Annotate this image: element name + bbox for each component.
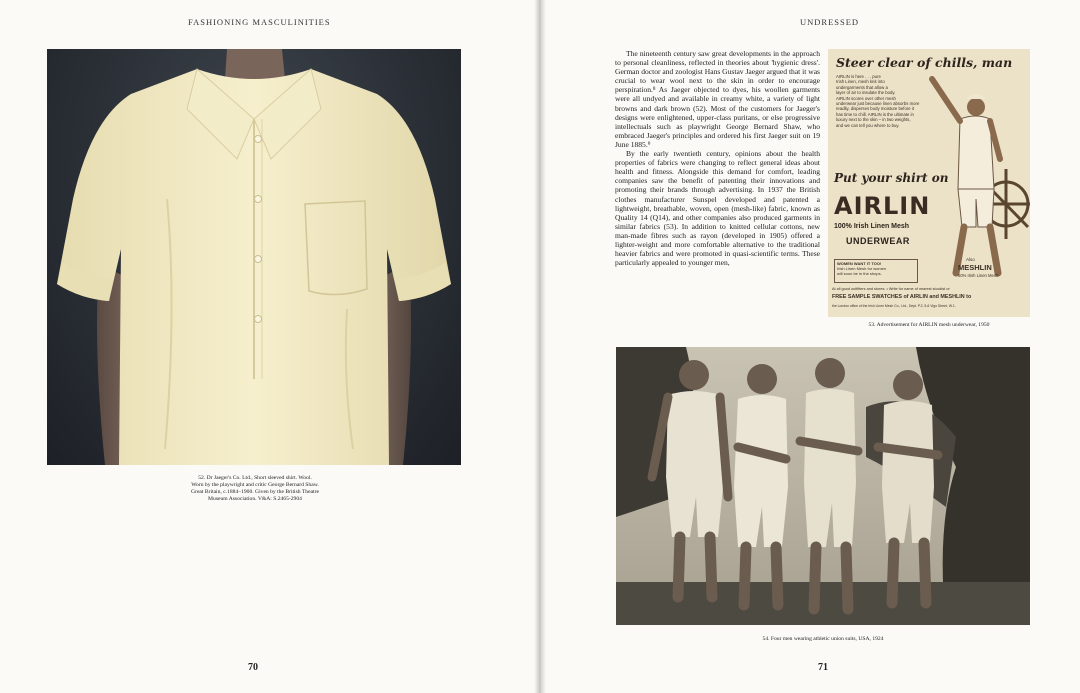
ad-women-line: Irish Linen Mesh for women bbox=[837, 266, 887, 271]
ad-slogan: Put your shirt on bbox=[834, 171, 949, 185]
running-head-left: FASHIONING MASCULINITIES bbox=[188, 17, 331, 27]
four-men-photograph bbox=[616, 347, 1030, 625]
ad-footer-bold: FREE SAMPLE SWATCHES of AIRLIN and MESHLIN to bbox=[832, 294, 972, 300]
paragraph: By the early twentieth century, opinions about the health properties of fabrics were changing to reflect general ideas about health and fitness. Alongside this demand for comfort, leading companies saw the benefit of patenting their innovations and promoting their brands through advertising. In 1937 the British clothes manufacturer Sunspel developed and patented a lightweight, breathable, woven, open (mesh-like) fabric, known as Quality 14 (Q14), and other companies also produced garments in similar fabrics (53). In addition to knitted cellular cottons, new man-made fibres such as rayon (developed in 1905) offered a lighter-weight and more comfortable alternative to the traditional heavier fabrics and were promoted in quasi-scientific terms. These particularly appealed to younger men, bbox=[615, 149, 820, 268]
ad-footer-address: the London office of the Irish Linen Mesh Co., Ltd., Dept. P.2, 5-6 Vigo Street, W.1. bbox=[832, 304, 956, 308]
ad-copy-line: AIRLIN is here . . . pure bbox=[836, 74, 881, 79]
caption-line: Worn by the playwright and critic George Bernard Shaw. bbox=[191, 482, 319, 488]
ad-copy-line: layer of air to insulate the body. bbox=[836, 90, 896, 96]
left-page bbox=[0, 0, 538, 693]
ad-brand: AIRLIN bbox=[834, 192, 931, 220]
four-men-illustration bbox=[616, 347, 1030, 625]
ad-product: UNDERWEAR bbox=[846, 236, 910, 246]
page-number-right: 71 bbox=[818, 662, 828, 673]
ad-women-box bbox=[834, 259, 918, 283]
ad-copy-line: and we can tell you where to buy. bbox=[836, 122, 900, 128]
running-head-right: UNDRESSED bbox=[800, 17, 860, 27]
page-number-left: 70 bbox=[248, 662, 258, 673]
ad-copy-line: readily, disperses body moisture before it bbox=[836, 106, 915, 112]
caption-line: Great Britain, c.1884–1900. Given by the British Theatre bbox=[191, 489, 319, 495]
ad-copy bbox=[836, 74, 956, 128]
caption-line: Museum Association. V&A: S.2465-2904 bbox=[208, 496, 302, 502]
caption-line: 52. Dr Jaeger's Co. Ltd., Short sleeved shirt. Wool. bbox=[198, 475, 312, 481]
ad-copy-line: has time to chill. AIRLIN is the ultimate in bbox=[836, 111, 914, 117]
ad-also: Also bbox=[966, 257, 975, 262]
ad-meshlin-sub: 60% Irish Linen Mesh bbox=[958, 273, 999, 278]
ad-copy-line: luxury next to the skin – in two weights, bbox=[836, 117, 911, 123]
advert-caption: 53. Advertisement for AIRLIN mesh underwear, 1950 bbox=[868, 322, 990, 328]
shirt-photograph bbox=[47, 49, 461, 465]
ad-copy-line: underwear just because linen absorbs more bbox=[836, 101, 920, 107]
ad-women-line: WOMEN WANT IT TOO! bbox=[837, 261, 882, 266]
ad-subline: 100% Irish Linen Mesh bbox=[834, 223, 910, 230]
shirt-illustration bbox=[47, 49, 461, 465]
body-text bbox=[615, 49, 820, 267]
ad-meshlin: MESHLIN bbox=[958, 263, 992, 272]
ad-copy-line: undergarments that allow a bbox=[836, 84, 888, 90]
ad-copy-line: Irish Linen, mesh knit into bbox=[836, 79, 885, 85]
ad-women-line: will soon be in the shops. bbox=[837, 271, 882, 276]
book-gutter bbox=[534, 0, 546, 693]
figure-caption-52 bbox=[160, 475, 350, 503]
paragraph: The nineteenth century saw great developments in the approach to personal cleanliness, reflected in theories about 'hygienic dress'. German doctor and zoologist Hans Gustav Jaeger argued that it was crucial to wear wool next to the skin in order to encourage perspiration.⁸ As Jaeger objected to dyes, his woollen garments were all undyed and available in creamy white, a variety of light browns and dark brown (52). Most of the customers for Jaeger's designs were enlightened, upper-class puritans, or else progressive intellectuals such as playwright George Bernard Shaw, who embraced Jaeger's principles and ordered his first Jaeger suit on 19 June 1885.⁹ bbox=[615, 49, 820, 149]
ad-copy-line: AIRLIN scores over other mesh bbox=[836, 95, 896, 101]
ad-headline: Steer clear of chills, man bbox=[836, 55, 1013, 70]
ad-footer-small: At all good outfitters and stores. • Write for name of nearest stockist or bbox=[832, 287, 950, 291]
photo-caption: 54. Four men wearing athletic union suits, USA, 1924 bbox=[762, 636, 884, 642]
airlin-advertisement bbox=[828, 49, 1030, 317]
